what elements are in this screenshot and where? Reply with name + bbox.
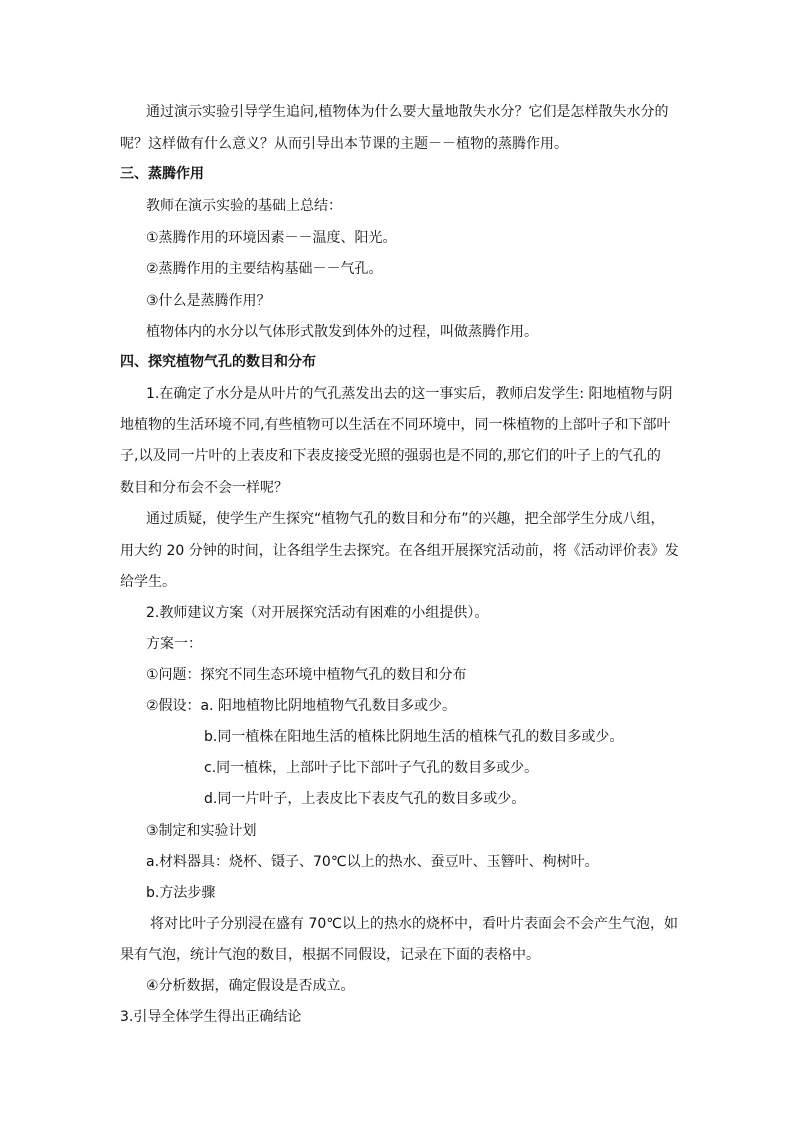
- list-item: ②蒸腾作用的主要结构基础－－气孔。: [146, 261, 383, 277]
- paragraph-line: 植物体内的水分以气体形式散发到体外的过程，叫做蒸腾作用。: [146, 324, 538, 340]
- paragraph-line: 教师在演示实验的基础上总结：: [146, 198, 342, 214]
- list-item: ③制定和实验计划: [146, 823, 257, 839]
- paragraph-line: 通过质疑，使学生产生探究“植物气孔的数目和分布”的兴趣，把全部学生分成八组，: [146, 511, 665, 527]
- paragraph-line: 将对比叶子分别浸在盛有 70℃以上的热水的烧杯中，看叶片表面会不会产生气泡，如: [150, 916, 678, 932]
- paragraph-line: 地植物的生活环境不同,有些植物可以生活在不同环境中，同一株植物的上部叶子和下部叶: [120, 417, 671, 433]
- section-heading: 四、探究植物气孔的数目和分布: [120, 354, 316, 370]
- list-item: b.同一植株在阳地生活的植株比阴地生活的植株气孔的数目多或少。: [204, 729, 624, 745]
- paragraph-line: 呢？这样做有什么意义？从而引导出本节课的主题－－植物的蒸腾作用。: [120, 136, 568, 152]
- list-item: ②假设：a. 阳地植物比阴地植物气孔数目多或少。: [146, 698, 457, 714]
- paragraph-line: 用大约 20 分钟的时间，让各组学生去探究。在各组开展探究活动前，将《活动评价表》发: [120, 543, 679, 559]
- paragraph-line: 给学生。: [120, 574, 176, 590]
- list-item: ④分析数据，确定假设是否成立。: [146, 978, 355, 994]
- paragraph-line: 方案一：: [146, 636, 202, 652]
- list-item: ③什么是蒸腾作用？: [146, 293, 271, 309]
- list-item: d.同一片叶子，上表皮比下表皮气孔的数目多或少。: [204, 791, 526, 807]
- paragraph-line: 2.教师建议方案（对开展探究活动有困难的小组提供）。: [146, 605, 489, 621]
- list-item: ①蒸腾作用的环境因素－－温度、阳光。: [146, 230, 397, 246]
- paragraph-line: 果有气泡，统计气泡的数目，根据不同假设，记录在下面的表格中。: [120, 947, 540, 963]
- paragraph-line: 数目和分布会不会一样呢？: [120, 480, 288, 496]
- section-heading: 三、蒸腾作用: [120, 166, 204, 182]
- list-item: a.材料器具：烧杯、镊子、70℃以上的热水、蚕豆叶、玉簪叶、枸树叶。: [146, 854, 599, 870]
- paragraph-line: 通过演示实验引导学生追问,植物体为什么要大量地散失水分？它们是怎样散失水分的: [146, 104, 669, 120]
- paragraph-line: 3.引导全体学生得出正确结论: [120, 1009, 302, 1025]
- paragraph-line: 子,以及同一片叶的上表皮和下表皮接受光照的强弱也是不同的,那它们的叶子上的气孔的: [120, 448, 661, 464]
- list-item: ①问题：探究不同生态环境中植物气孔的数目和分布: [146, 667, 467, 683]
- list-item: b.方法步骤: [146, 885, 216, 901]
- list-item: c.同一植株，上部叶子比下部叶子气孔的数目多或少。: [204, 760, 539, 776]
- paragraph-line: 1.在确定了水分是从叶片的气孔蒸发出去的这一事实后，教师启发学生: 阳地植物与阴: [146, 386, 673, 402]
